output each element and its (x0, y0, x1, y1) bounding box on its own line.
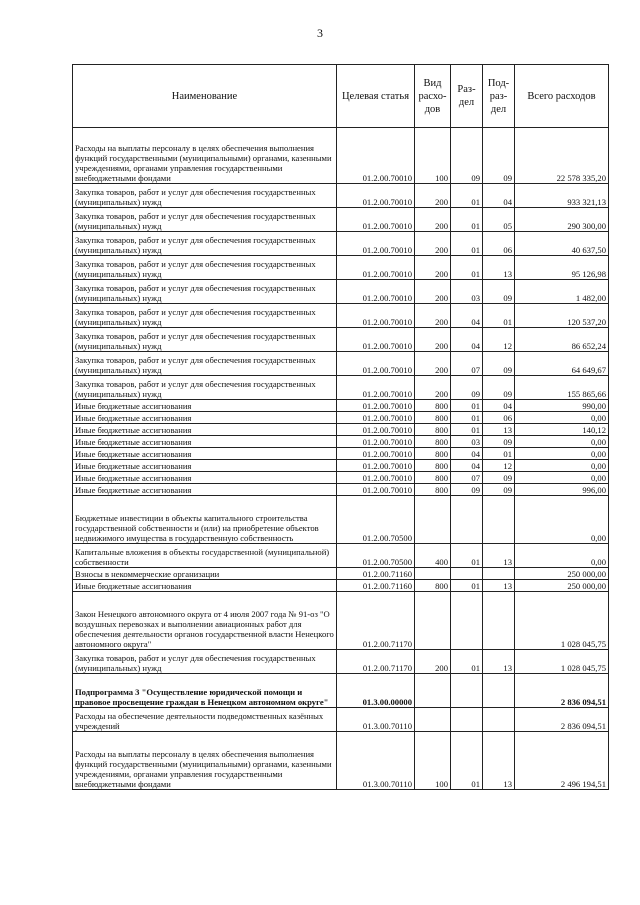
header-target: Целевая статья (337, 65, 415, 128)
cell-subsection: 12 (483, 460, 515, 472)
table-row (73, 472, 609, 484)
cell-amount: 1 028 045,75 (515, 592, 609, 650)
cell-section: 01 (451, 208, 483, 232)
cell-target: 01.2.00.71160 (337, 568, 415, 580)
table-row (73, 128, 609, 184)
cell-section: 01 (451, 732, 483, 790)
cell-subsection: 13 (483, 732, 515, 790)
table-row (73, 376, 609, 400)
cell-name: Капитальные вложения в объекты государственной (муниципальной) собственности (73, 544, 337, 568)
cell-subsection: 06 (483, 412, 515, 424)
cell-name: Закупка товаров, работ и услуг для обеспечения государственных (муниципальных) нужд (73, 304, 337, 328)
cell-subsection (483, 592, 515, 650)
cell-amount: 1 028 045,75 (515, 650, 609, 674)
cell-target: 01.2.00.70010 (337, 352, 415, 376)
cell-kind: 800 (415, 400, 451, 412)
cell-name: Иные бюджетные ассигнования (73, 424, 337, 436)
cell-amount: 95 126,98 (515, 256, 609, 280)
cell-target: 01.3.00.70110 (337, 732, 415, 790)
cell-amount: 0,00 (515, 460, 609, 472)
cell-name: Расходы на обеспечение деятельности подведомственных казённых учреждений (73, 708, 337, 732)
cell-section: 01 (451, 544, 483, 568)
cell-subsection: 04 (483, 400, 515, 412)
cell-target: 01.2.00.70500 (337, 544, 415, 568)
cell-kind (415, 674, 451, 708)
table-row (73, 208, 609, 232)
cell-kind: 200 (415, 352, 451, 376)
cell-section: 01 (451, 232, 483, 256)
cell-target: 01.2.00.71170 (337, 650, 415, 674)
cell-target: 01.3.00.00000 (337, 674, 415, 708)
table-row (73, 280, 609, 304)
table-row (73, 544, 609, 568)
cell-name: Закупка товаров, работ и услуг для обеспечения государственных (муниципальных) нужд (73, 280, 337, 304)
cell-subsection: 13 (483, 544, 515, 568)
cell-name: Закупка товаров, работ и услуг для обеспечения государственных (муниципальных) нужд (73, 650, 337, 674)
cell-kind: 200 (415, 280, 451, 304)
cell-subsection: 13 (483, 580, 515, 592)
table-row (73, 184, 609, 208)
cell-subsection: 04 (483, 184, 515, 208)
cell-amount: 64 649,67 (515, 352, 609, 376)
cell-subsection: 09 (483, 472, 515, 484)
cell-kind: 800 (415, 424, 451, 436)
cell-section: 01 (451, 424, 483, 436)
cell-amount: 120 537,20 (515, 304, 609, 328)
cell-amount: 0,00 (515, 472, 609, 484)
cell-section: 04 (451, 328, 483, 352)
cell-target: 01.2.00.70010 (337, 376, 415, 400)
cell-section: 04 (451, 448, 483, 460)
cell-subsection: 06 (483, 232, 515, 256)
header-total: Всего расходов (515, 65, 609, 128)
cell-subsection: 13 (483, 424, 515, 436)
cell-amount: 2 836 094,51 (515, 674, 609, 708)
cell-name: Иные бюджетные ассигнования (73, 484, 337, 496)
cell-amount: 2 496 194,51 (515, 732, 609, 790)
cell-section: 03 (451, 280, 483, 304)
cell-amount: 22 578 335,20 (515, 128, 609, 184)
cell-section (451, 568, 483, 580)
cell-name: Закупка товаров, работ и услуг для обеспечения государственных (муниципальных) нужд (73, 208, 337, 232)
cell-subsection (483, 674, 515, 708)
cell-target: 01.2.00.70010 (337, 460, 415, 472)
cell-section (451, 592, 483, 650)
cell-subsection: 01 (483, 304, 515, 328)
table-row (73, 448, 609, 460)
cell-kind: 800 (415, 460, 451, 472)
cell-amount: 0,00 (515, 448, 609, 460)
table-row (73, 400, 609, 412)
cell-kind: 800 (415, 436, 451, 448)
table-row (73, 650, 609, 674)
cell-amount: 250 000,00 (515, 568, 609, 580)
table-row (73, 674, 609, 708)
cell-name: Расходы на выплаты персоналу в целях обеспечения выполнения функций государственными (муниципальными) органами, казенными учреждениями, органами управления государственными внебюджетными фондами (73, 732, 337, 790)
cell-amount: 155 865,66 (515, 376, 609, 400)
cell-amount: 0,00 (515, 544, 609, 568)
cell-amount: 2 836 094,51 (515, 708, 609, 732)
cell-section: 03 (451, 436, 483, 448)
cell-subsection: 05 (483, 208, 515, 232)
cell-subsection (483, 708, 515, 732)
cell-kind (415, 708, 451, 732)
table-row (73, 256, 609, 280)
cell-subsection: 01 (483, 448, 515, 460)
cell-kind: 800 (415, 580, 451, 592)
cell-target: 01.2.00.71160 (337, 580, 415, 592)
cell-section: 01 (451, 184, 483, 208)
cell-amount: 250 000,00 (515, 580, 609, 592)
table-header-row (73, 65, 609, 128)
cell-amount: 140,12 (515, 424, 609, 436)
table-row (73, 460, 609, 472)
cell-section: 01 (451, 256, 483, 280)
cell-kind: 100 (415, 128, 451, 184)
cell-target: 01.2.00.70010 (337, 484, 415, 496)
cell-section: 04 (451, 460, 483, 472)
cell-name: Закупка товаров, работ и услуг для обеспечения государственных (муниципальных) нужд (73, 256, 337, 280)
cell-target: 01.2.00.70010 (337, 328, 415, 352)
header-name: Наименование (73, 65, 337, 128)
table-row (73, 484, 609, 496)
cell-amount: 990,00 (515, 400, 609, 412)
cell-name: Иные бюджетные ассигнования (73, 580, 337, 592)
cell-target: 01.2.00.70010 (337, 280, 415, 304)
cell-amount: 0,00 (515, 412, 609, 424)
cell-target: 01.2.00.70010 (337, 400, 415, 412)
cell-subsection: 09 (483, 352, 515, 376)
cell-kind: 200 (415, 304, 451, 328)
cell-target: 01.2.00.70010 (337, 304, 415, 328)
cell-name: Бюджетные инвестиции в объекты капитального строительства государственной собственности и (или) на приобретение объектов недвижимого имущества в государственную собственность (73, 496, 337, 544)
cell-target: 01.2.00.70010 (337, 208, 415, 232)
cell-name: Закупка товаров, работ и услуг для обеспечения государственных (муниципальных) нужд (73, 328, 337, 352)
header-subsection: Под-раз-дел (483, 65, 515, 128)
cell-subsection (483, 568, 515, 580)
cell-name: Иные бюджетные ассигнования (73, 448, 337, 460)
cell-subsection: 09 (483, 376, 515, 400)
cell-amount: 40 637,50 (515, 232, 609, 256)
table-row (73, 732, 609, 790)
cell-amount: 290 300,00 (515, 208, 609, 232)
cell-section (451, 674, 483, 708)
cell-name: Иные бюджетные ассигнования (73, 436, 337, 448)
page-number: 3 (317, 26, 323, 40)
cell-kind: 800 (415, 448, 451, 460)
cell-kind: 400 (415, 544, 451, 568)
cell-amount: 86 652,24 (515, 328, 609, 352)
table-row (73, 592, 609, 650)
table-row (73, 304, 609, 328)
cell-kind: 800 (415, 472, 451, 484)
table-row (73, 352, 609, 376)
cell-subsection: 12 (483, 328, 515, 352)
cell-section: 04 (451, 304, 483, 328)
cell-kind: 800 (415, 484, 451, 496)
cell-target: 01.2.00.71170 (337, 592, 415, 650)
cell-subsection: 09 (483, 436, 515, 448)
cell-name: Иные бюджетные ассигнования (73, 460, 337, 472)
cell-name: Иные бюджетные ассигнования (73, 472, 337, 484)
cell-name: Иные бюджетные ассигнования (73, 412, 337, 424)
cell-subsection: 09 (483, 484, 515, 496)
cell-kind: 100 (415, 732, 451, 790)
table-row (73, 412, 609, 424)
cell-name: Закупка товаров, работ и услуг для обеспечения государственных (муниципальных) нужд (73, 376, 337, 400)
cell-target: 01.2.00.70010 (337, 448, 415, 460)
cell-kind: 200 (415, 376, 451, 400)
cell-section (451, 708, 483, 732)
header-kind: Вид расхо-дов (415, 65, 451, 128)
cell-name: Расходы на выплаты персоналу в целях обеспечения выполнения функций государственными (муниципальными) органами, казенными учреждениями, органами управления государственными внебюджетными фондами (73, 128, 337, 184)
cell-section: 01 (451, 580, 483, 592)
cell-kind: 200 (415, 650, 451, 674)
cell-subsection (483, 496, 515, 544)
cell-name: Закон Ненецкого автономного округа от 4 июля 2007 года № 91-оз "О воздушных перевозках и выполнении авиационных работ для обеспечения деятельности органов государственной власти Ненецкого автономного округа" (73, 592, 337, 650)
cell-name: Иные бюджетные ассигнования (73, 400, 337, 412)
cell-kind: 200 (415, 208, 451, 232)
cell-name: Подпрограмма 3 "Осуществление юридической помощи и правовое просвещение граждан в Ненецком автономном округе" (73, 674, 337, 708)
cell-kind (415, 496, 451, 544)
cell-target: 01.2.00.70010 (337, 472, 415, 484)
cell-subsection: 13 (483, 256, 515, 280)
cell-section: 01 (451, 412, 483, 424)
cell-name: Взносы в некоммерческие организации (73, 568, 337, 580)
cell-section (451, 496, 483, 544)
cell-target: 01.2.00.70010 (337, 412, 415, 424)
cell-section: 01 (451, 400, 483, 412)
cell-subsection: 09 (483, 128, 515, 184)
cell-section: 07 (451, 472, 483, 484)
cell-amount: 0,00 (515, 436, 609, 448)
header-section: Раз-дел (451, 65, 483, 128)
table-row (73, 580, 609, 592)
cell-kind: 200 (415, 232, 451, 256)
cell-target: 01.2.00.70500 (337, 496, 415, 544)
cell-kind: 200 (415, 184, 451, 208)
cell-subsection: 09 (483, 280, 515, 304)
cell-name: Закупка товаров, работ и услуг для обеспечения государственных (муниципальных) нужд (73, 184, 337, 208)
cell-name: Закупка товаров, работ и услуг для обеспечения государственных (муниципальных) нужд (73, 232, 337, 256)
cell-section: 07 (451, 352, 483, 376)
table-row (73, 436, 609, 448)
table-row (73, 708, 609, 732)
cell-target: 01.2.00.70010 (337, 424, 415, 436)
cell-target: 01.2.00.70010 (337, 256, 415, 280)
table-row (73, 568, 609, 580)
budget-table (72, 64, 609, 790)
table-row (73, 424, 609, 436)
cell-target: 01.2.00.70010 (337, 232, 415, 256)
cell-amount: 996,00 (515, 484, 609, 496)
table-row (73, 496, 609, 544)
cell-section: 09 (451, 128, 483, 184)
cell-target: 01.2.00.70010 (337, 128, 415, 184)
cell-amount: 1 482,00 (515, 280, 609, 304)
cell-section: 09 (451, 484, 483, 496)
cell-kind: 200 (415, 256, 451, 280)
cell-target: 01.2.00.70010 (337, 184, 415, 208)
cell-amount: 0,00 (515, 496, 609, 544)
cell-kind: 200 (415, 328, 451, 352)
cell-target: 01.3.00.70110 (337, 708, 415, 732)
cell-section: 09 (451, 376, 483, 400)
cell-kind: 800 (415, 412, 451, 424)
cell-target: 01.2.00.70010 (337, 436, 415, 448)
table-row (73, 232, 609, 256)
cell-subsection: 13 (483, 650, 515, 674)
cell-kind (415, 592, 451, 650)
cell-amount: 933 321,13 (515, 184, 609, 208)
table-row (73, 328, 609, 352)
cell-kind (415, 568, 451, 580)
cell-section: 01 (451, 650, 483, 674)
cell-name: Закупка товаров, работ и услуг для обеспечения государственных (муниципальных) нужд (73, 352, 337, 376)
